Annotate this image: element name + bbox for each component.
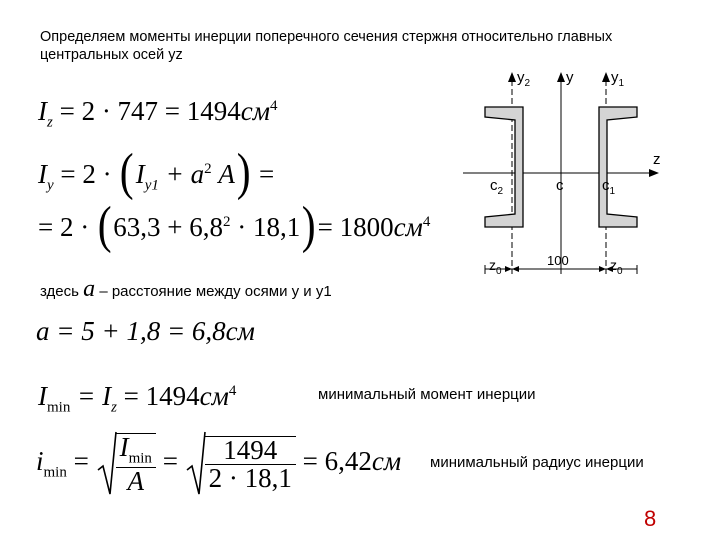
frac2-num: 1494 xyxy=(205,437,296,465)
radius-eq: = xyxy=(73,446,89,477)
cross-section-diagram xyxy=(455,62,670,284)
note-suffix: – расстояние между осями y и y1 xyxy=(99,283,332,300)
formula-a-text: a = 5 + 1,8 = 6,8см xyxy=(36,316,255,346)
page-number: 8 xyxy=(644,506,657,531)
left-paren: ( xyxy=(120,144,134,201)
label-c: c xyxy=(556,177,564,194)
radius-symbol: i xyxy=(36,446,44,477)
iy-plus-a: + a xyxy=(165,159,205,189)
iy-subscript: y xyxy=(47,177,54,194)
fraction-2 xyxy=(205,436,296,492)
slide-heading: Определяем моменты инерции поперечного сечения стержня относительно главных центральных осей yz xyxy=(40,29,613,63)
imin-iz-subscript: z xyxy=(111,399,117,416)
iy1-subscript: y1 xyxy=(144,177,159,194)
imin-subscript: min xyxy=(47,399,71,416)
frac1-num: I xyxy=(119,432,129,463)
note-prefix: здесь xyxy=(40,283,79,300)
note-a xyxy=(40,276,332,303)
formula-radius xyxy=(36,430,401,498)
iy2-inner-tail: · 18,1 xyxy=(237,212,301,242)
sqrt-sign-1 xyxy=(96,430,118,498)
right-paren-2: ) xyxy=(302,197,316,254)
channel-right xyxy=(599,107,637,227)
imin-value: = 1494 xyxy=(123,381,200,411)
fraction-1 xyxy=(116,433,156,494)
imin-symbol: I xyxy=(38,381,47,411)
iy-equals: = xyxy=(258,159,275,189)
label-imin: минимальный момент инерции xyxy=(318,386,536,403)
label-y1: $y_1$ xyxy=(611,69,625,89)
label-y: y xyxy=(566,69,574,86)
arrow-y2 xyxy=(508,72,516,82)
iy2-prefix: = 2 · xyxy=(38,212,90,242)
iy2-unit-power: 4 xyxy=(422,214,431,230)
imin-power: 4 xyxy=(228,383,237,399)
left-paren-2: ( xyxy=(97,197,112,254)
iy2-result: = 1800 xyxy=(317,212,394,242)
iz-subscript: z xyxy=(47,114,53,131)
iz-value: = 2 · 747 = 1494 xyxy=(59,96,241,126)
iy-area: A xyxy=(218,159,235,189)
formula-imin xyxy=(38,383,236,415)
frac1-num-sub: min xyxy=(128,450,152,467)
arrow-y xyxy=(557,72,565,82)
formula-iz xyxy=(38,98,278,130)
iy-a-power: 2 xyxy=(204,161,212,177)
label-z: z xyxy=(653,151,661,168)
formula-iy xyxy=(38,144,275,201)
dim-arrow-2 xyxy=(512,266,519,272)
sqrt-2 xyxy=(185,430,296,498)
iy2-power: 2 xyxy=(223,214,231,230)
sqrt-1 xyxy=(96,430,156,498)
label-dimension: 100 xyxy=(547,253,569,268)
formula-a xyxy=(36,318,255,345)
dim-arrow-3 xyxy=(599,266,606,272)
arrow-y1 xyxy=(602,72,610,82)
imin-unit: см xyxy=(199,381,229,411)
formula-iy-result xyxy=(38,197,431,254)
dim-arrow-1 xyxy=(505,266,512,272)
iy2-inner: 63,3 + 6,8 xyxy=(113,212,224,242)
frac1-den: A xyxy=(127,465,145,496)
iy-symbol: I xyxy=(38,159,47,189)
radius-subscript: min xyxy=(43,464,67,481)
note-var: a xyxy=(83,276,96,302)
imin-eq-iz: = I xyxy=(77,381,112,411)
iz-unit: см xyxy=(240,96,271,126)
label-radius: минимальный радиус инерции xyxy=(430,454,644,471)
iy-multiplier: = 2 · xyxy=(60,159,112,189)
iy2-unit: см xyxy=(393,212,423,242)
iz-power: 4 xyxy=(270,98,278,114)
sqrt-sign-2 xyxy=(185,430,207,498)
arrow-z xyxy=(649,169,659,177)
radius-unit: см xyxy=(371,446,402,477)
channel-left xyxy=(485,107,523,227)
frac2-den: 2 · 18,1 xyxy=(208,463,292,493)
radius-result: = 6,42 xyxy=(302,446,372,477)
radius-eq2: = xyxy=(162,446,178,477)
label-c1: $c_1$ xyxy=(602,177,616,197)
iy1-symbol: I xyxy=(135,159,145,189)
label-z0-right: $z_0$ xyxy=(610,257,623,277)
label-y2: $y_2$ xyxy=(517,69,531,89)
label-z0-left: $z_0$ xyxy=(489,257,502,277)
right-paren: ) xyxy=(236,144,251,201)
label-c2: $c_2$ xyxy=(490,177,504,197)
iz-symbol: I xyxy=(38,96,47,126)
